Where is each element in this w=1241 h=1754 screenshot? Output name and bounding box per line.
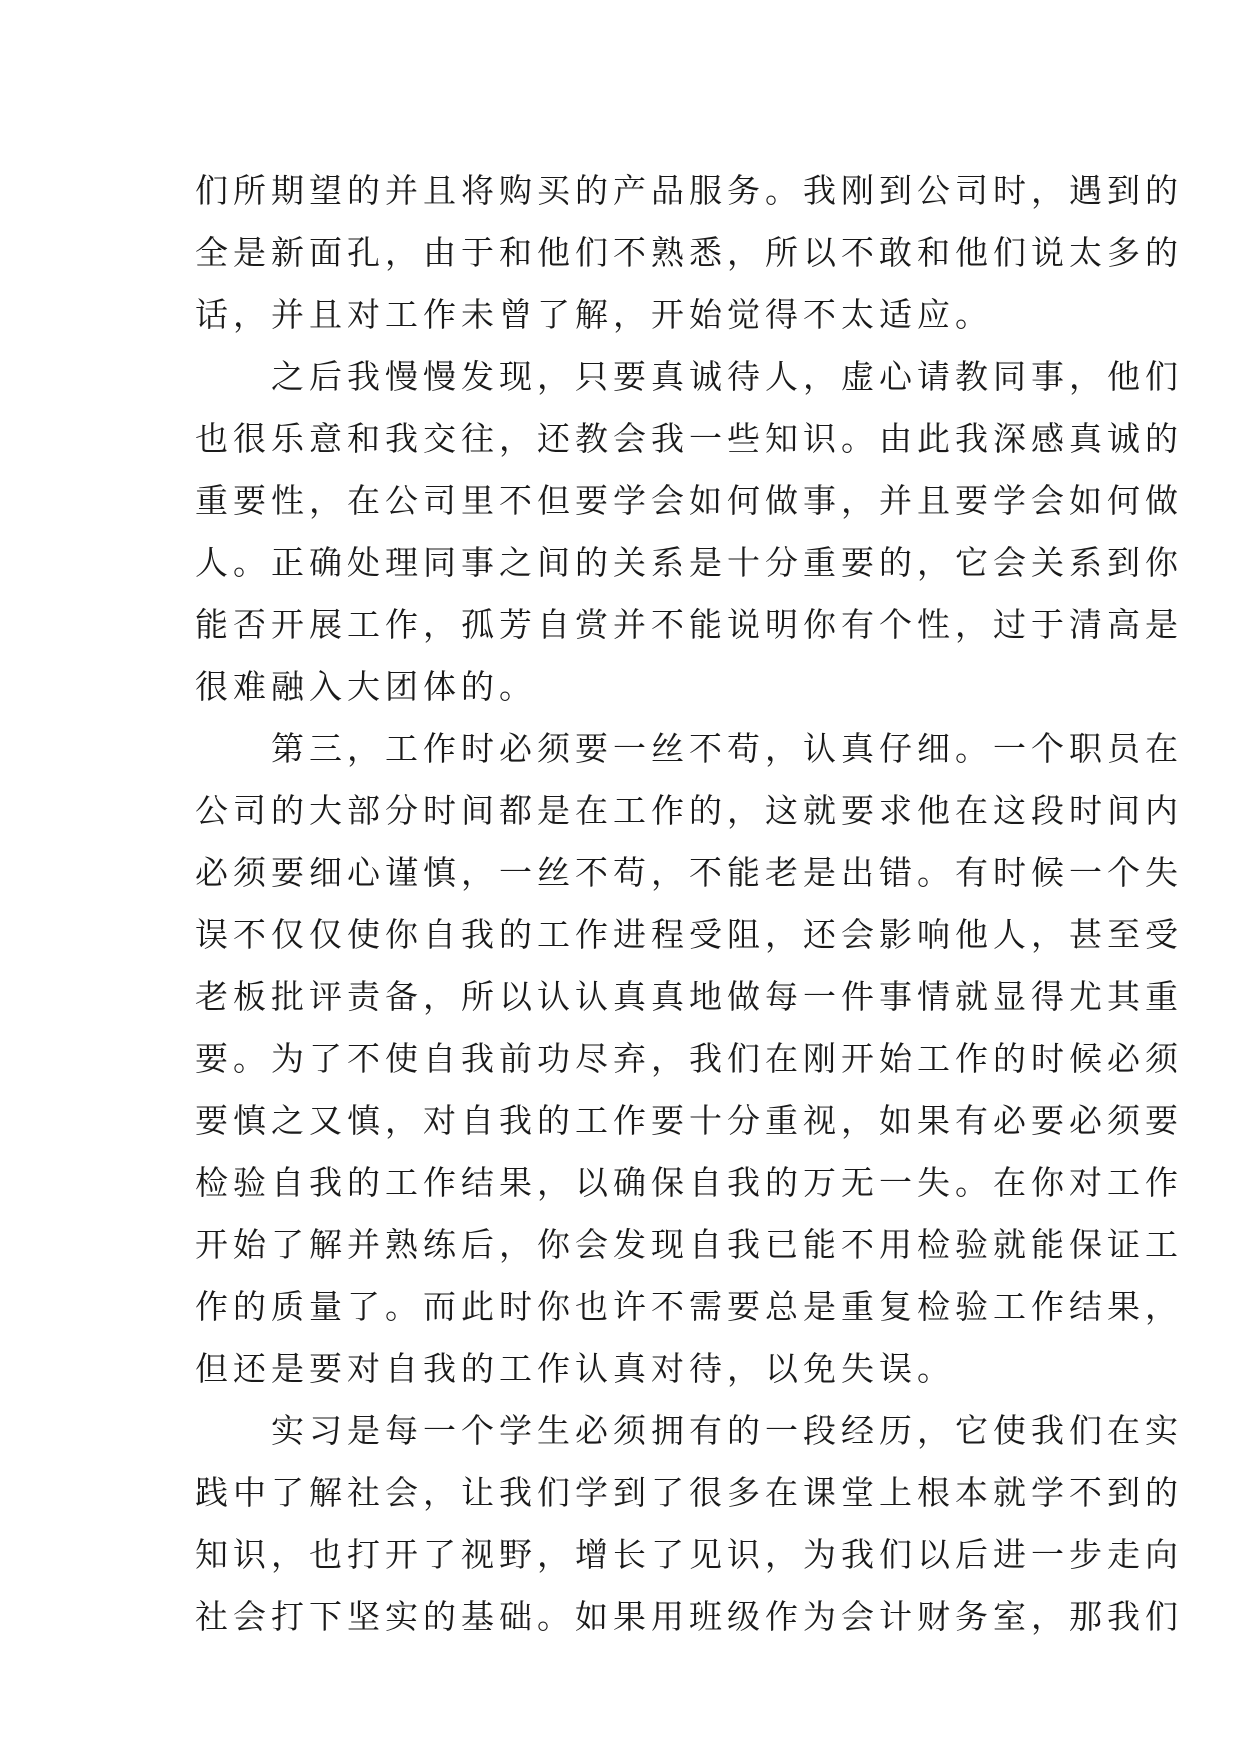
body-text	[195, 160, 1183, 1648]
text-line: 话，并且对工作未曾了解，开始觉得不太适应。	[195, 295, 993, 334]
text-line: 之后我慢慢发现，只要真诚待人，虚心请教同事，他们	[195, 357, 1183, 396]
text-line: 要慎之又慎，对自我的工作要十分重视，如果有必要必须要	[195, 1101, 1183, 1140]
text-line: 老板批评责备，所以认认真真地做每一件事情就显得尤其重	[195, 977, 1183, 1016]
text-line: 实习是每一个学生必须拥有的一段经历，它使我们在实	[195, 1411, 1183, 1450]
text-line: 践中了解社会，让我们学到了很多在课堂上根本就学不到的	[195, 1473, 1183, 1512]
text-line: 检验自我的工作结果，以确保自我的万无一失。在你对工作	[195, 1163, 1183, 1202]
text-line: 能否开展工作，孤芳自赏并不能说明你有个性，过于清高是	[195, 605, 1183, 644]
text-line: 也很乐意和我交往，还教会我一些知识。由此我深感真诚的	[195, 419, 1183, 458]
text-line: 们所期望的并且将购买的产品服务。我刚到公司时，遇到的	[195, 171, 1183, 210]
text-line: 知识，也打开了视野，增长了见识，为我们以后进一步走向	[195, 1535, 1183, 1574]
text-line: 要。为了不使自我前功尽弃，我们在刚开始工作的时候必须	[195, 1039, 1183, 1078]
text-line: 但还是要对自我的工作认真对待，以免失误。	[195, 1349, 955, 1388]
text-line: 全是新面孔，由于和他们不熟悉，所以不敢和他们说太多的	[195, 233, 1183, 272]
text-line: 人。正确处理同事之间的关系是十分重要的，它会关系到你	[195, 543, 1183, 582]
text-line: 公司的大部分时间都是在工作的，这就要求他在这段时间内	[195, 791, 1183, 830]
text-line: 重要性，在公司里不但要学会如何做事，并且要学会如何做	[195, 481, 1183, 520]
text-line: 第三，工作时必须要一丝不苟，认真仔细。一个职员在	[195, 729, 1183, 768]
text-line: 社会打下坚实的基础。如果用班级作为会计财务室，那我们	[195, 1597, 1183, 1636]
text-line: 作的质量了。而此时你也许不需要总是重复检验工作结果，	[195, 1287, 1183, 1326]
text-line: 很难融入大团体的。	[195, 667, 537, 706]
text-line: 误不仅仅使你自我的工作进程受阻，还会影响他人，甚至受	[195, 915, 1183, 954]
text-line: 开始了解并熟练后，你会发现自我已能不用检验就能保证工	[195, 1225, 1183, 1264]
text-line: 必须要细心谨慎，一丝不苟，不能老是出错。有时候一个失	[195, 853, 1183, 892]
